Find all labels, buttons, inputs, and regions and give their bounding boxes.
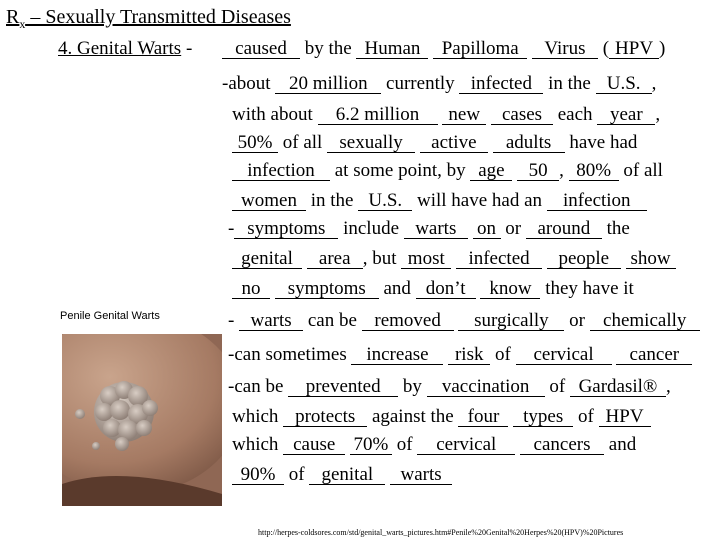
heading-dash: -: [181, 38, 193, 59]
prompt-text: of: [284, 464, 310, 485]
note-line: [232, 278, 634, 300]
answer-blank: protects: [283, 407, 367, 427]
answer-blank: infection: [547, 191, 647, 211]
source-url: http://herpes-coldsores.com/std/genital_warts_pictures.htm#Penile%20Genital%20Herpes%20(HPV)%20Pictures: [258, 528, 624, 537]
answer-blank: show: [626, 249, 676, 269]
prompt-text: each: [553, 104, 598, 125]
answer-blank: don’t: [416, 279, 476, 299]
prompt-text: ,: [651, 73, 657, 94]
answer-blank: infected: [459, 74, 543, 94]
note-line: [222, 73, 656, 95]
answer-blank: cancers: [520, 435, 604, 455]
prompt-text: have had: [564, 132, 638, 153]
prompt-text: of: [573, 406, 599, 427]
answer-blank: cause: [283, 435, 345, 455]
prompt-text: (: [597, 38, 610, 59]
answer-blank: U.S.: [596, 74, 652, 94]
title-text: – Sexually Transmitted Diseases: [25, 6, 291, 28]
answer-blank: on: [473, 219, 501, 239]
prompt-text: which: [232, 434, 284, 455]
answer-blank: most: [401, 249, 451, 269]
answer-blank: year: [597, 105, 655, 125]
note-line: [222, 38, 665, 60]
answer-blank: chemically: [590, 311, 700, 331]
answer-blank: 80%: [569, 161, 619, 181]
answer-blank: 50%: [232, 133, 278, 153]
section-heading: [58, 38, 192, 60]
prompt-text: currently: [381, 73, 460, 94]
answer-blank: infection: [232, 161, 330, 181]
prompt-text: -can sometimes: [228, 344, 352, 365]
answer-blank: genital: [232, 249, 302, 269]
prompt-text: by: [398, 376, 427, 397]
answer-blank: 70%: [350, 435, 392, 455]
answer-blank: warts: [390, 465, 452, 485]
answer-blank: women: [232, 191, 306, 211]
answer-blank: cancer: [616, 345, 692, 365]
answer-blank: HPV: [599, 407, 651, 427]
prompt-text: ,: [655, 104, 661, 125]
prompt-text: they have it: [540, 278, 634, 299]
prompt-text: and: [378, 278, 416, 299]
answer-blank: types: [513, 407, 573, 427]
prompt-text: ,: [559, 160, 569, 181]
answer-blank: people: [547, 249, 621, 269]
answer-blank: surgically: [458, 311, 564, 331]
prompt-text: or: [564, 310, 590, 331]
note-line: [228, 344, 692, 366]
prompt-text: of: [490, 344, 516, 365]
answer-blank: no: [232, 279, 270, 299]
prompt-text: ,: [665, 376, 671, 397]
answer-blank: around: [526, 219, 602, 239]
answer-blank: Papilloma: [433, 39, 527, 59]
answer-blank: age: [470, 161, 512, 181]
answer-blank: removed: [362, 311, 454, 331]
answer-blank: Human: [356, 39, 428, 59]
prompt-text: with about: [232, 104, 318, 125]
prompt-text: include: [338, 218, 404, 239]
answer-blank: Virus: [532, 39, 598, 59]
prompt-text: -can be: [228, 376, 289, 397]
answer-blank: U.S.: [358, 191, 412, 211]
answer-blank: prevented: [288, 377, 398, 397]
prompt-text: -about: [222, 73, 276, 94]
note-line: [232, 104, 660, 126]
answer-blank: 20 million: [275, 74, 381, 94]
note-line: [232, 132, 637, 154]
answer-blank: sexually: [327, 133, 415, 153]
genital-warts-photo: [62, 334, 222, 506]
answer-blank: know: [480, 279, 540, 299]
answer-blank: active: [420, 133, 488, 153]
note-line: [232, 160, 663, 182]
slide-title: [6, 6, 291, 32]
answer-blank: new: [442, 105, 486, 125]
note-line: [232, 406, 651, 428]
note-line: [228, 376, 671, 398]
answer-blank: 90%: [232, 465, 284, 485]
answer-blank: cervical: [417, 435, 515, 455]
answer-blank: caused: [222, 39, 300, 59]
prompt-text: , but: [362, 248, 402, 269]
answer-blank: infected: [456, 249, 542, 269]
answer-blank: symptoms: [234, 219, 338, 239]
answer-blank: area: [307, 249, 363, 269]
prompt-text: the: [601, 218, 630, 239]
prompt-text: and: [604, 434, 637, 455]
note-line: [232, 190, 647, 212]
answer-blank: cases: [491, 105, 553, 125]
answer-blank: 6.2 million: [318, 105, 438, 125]
title-prefix: R: [6, 6, 20, 28]
answer-blank: 50: [517, 161, 559, 181]
answer-blank: warts: [239, 311, 303, 331]
prompt-text: of all: [278, 132, 328, 153]
prompt-text: of: [391, 434, 418, 455]
prompt-text: -: [228, 310, 240, 331]
answer-blank: four: [458, 407, 508, 427]
prompt-text: of: [544, 376, 570, 397]
photo-caption: Penile Genital Warts: [60, 310, 160, 322]
prompt-text: or: [500, 218, 526, 239]
answer-blank: risk: [448, 345, 490, 365]
answer-blank: adults: [493, 133, 565, 153]
note-line: [232, 434, 636, 456]
prompt-text: at some point, by: [330, 160, 471, 181]
answer-blank: warts: [404, 219, 468, 239]
note-line: [232, 464, 452, 486]
prompt-text: against the: [367, 406, 459, 427]
prompt-text: -: [228, 218, 235, 239]
answer-blank: HPV: [609, 39, 659, 59]
note-line: [228, 310, 700, 332]
answer-blank: symptoms: [275, 279, 379, 299]
note-line: [228, 218, 630, 240]
prompt-text: in the: [543, 73, 596, 94]
prompt-text: which: [232, 406, 284, 427]
answer-blank: genital: [309, 465, 385, 485]
prompt-text: of all: [618, 160, 663, 181]
prompt-text: ): [659, 38, 666, 59]
prompt-text: in the: [306, 190, 359, 211]
title-subscript: x: [19, 17, 26, 31]
answer-blank: vaccination: [427, 377, 545, 397]
prompt-text: will have had an: [412, 190, 547, 211]
prompt-text: can be: [303, 310, 362, 331]
heading-label: 4. Genital Warts: [58, 38, 182, 59]
answer-blank: increase: [351, 345, 443, 365]
answer-blank: cervical: [516, 345, 612, 365]
note-line: [232, 248, 676, 270]
answer-blank: Gardasil®: [570, 377, 666, 397]
prompt-text: by the: [300, 38, 357, 59]
